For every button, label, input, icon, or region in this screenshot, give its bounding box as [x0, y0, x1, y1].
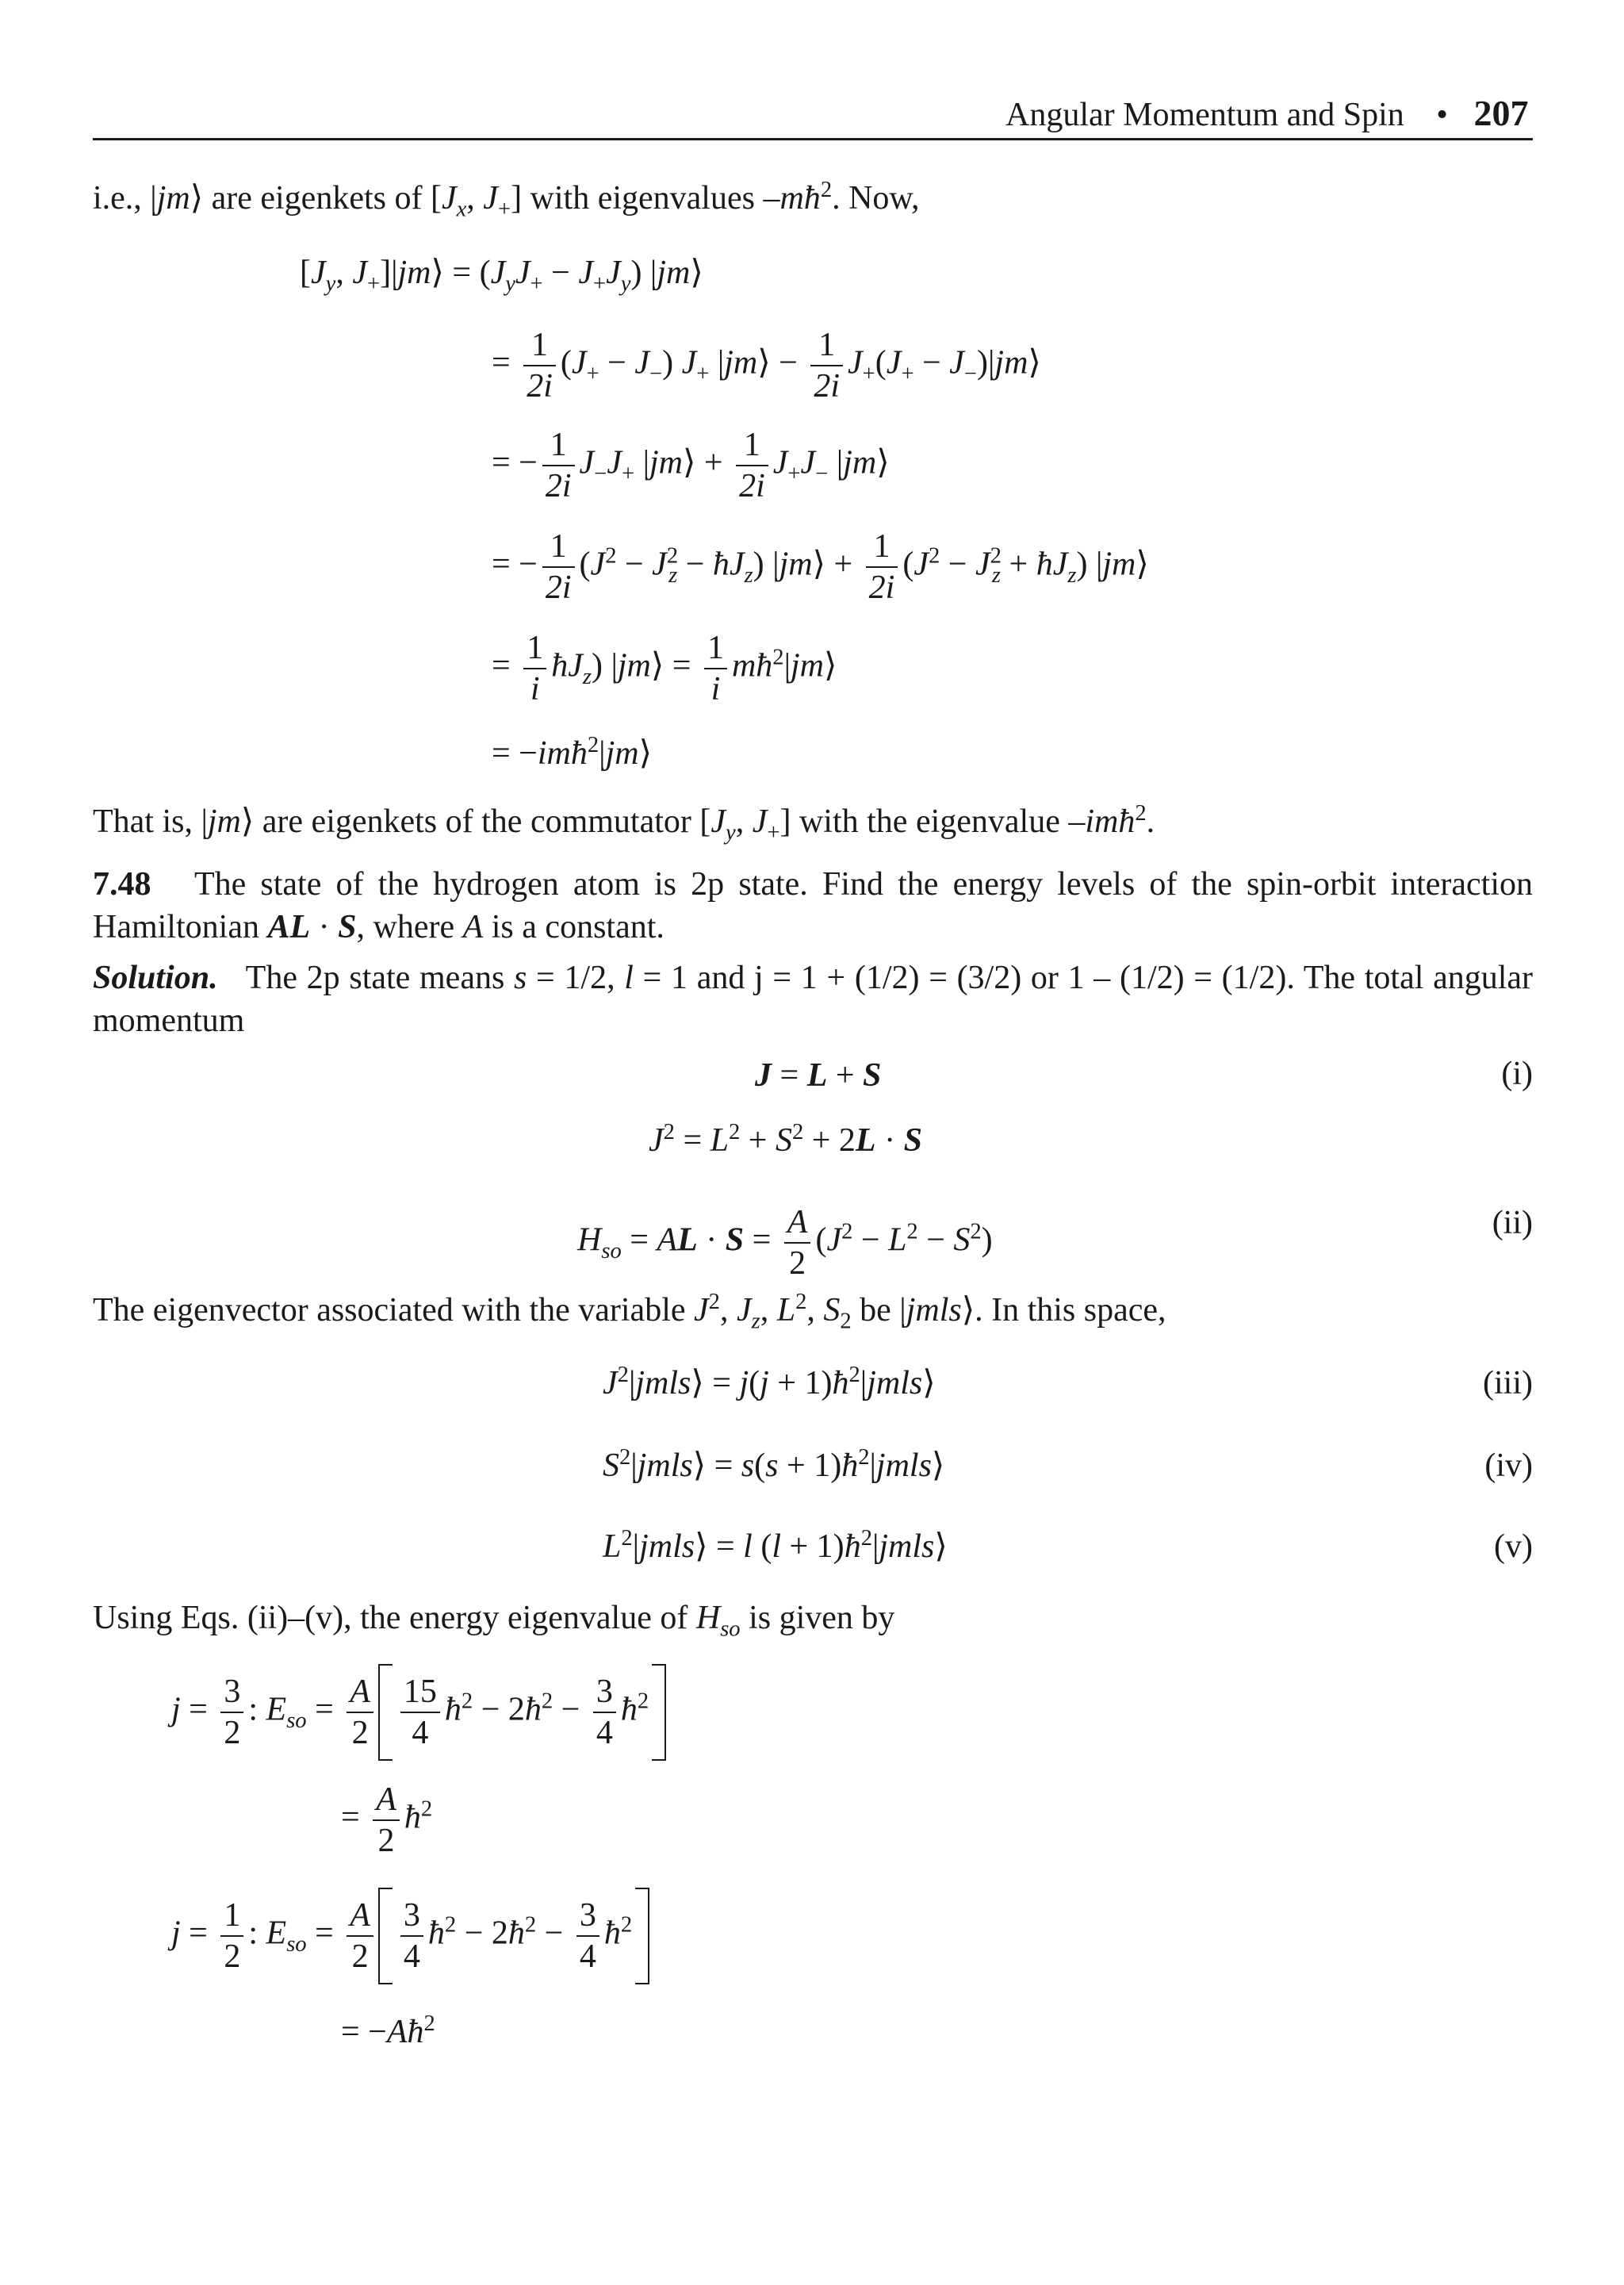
energy-j-three-halves-result: = $\frac{A}{2}$ $ħ^2$ — [341, 1781, 433, 1859]
fraction: $\frac{1}{i}$ — [704, 628, 727, 709]
equation-i: J = L + S — [755, 1057, 882, 1094]
equation-iv: $S^2|jmls⟩ = s(s$ + $1)ħ^2|jmls⟩$ — [603, 1445, 945, 1484]
equation-ii: $H_{so}$ = AL · S = $\frac{A}{2}$ $(J^2 - L^2 - S^2)$ — [577, 1204, 993, 1282]
fraction: $\frac{1}{i}$ — [523, 628, 546, 709]
fraction: $\frac{15}{4}$ — [400, 1672, 440, 1753]
equation-number-ii: (ii) — [1492, 1205, 1533, 1241]
equation-iii: $J^2|jmls⟩ = j(j$ + $1)ħ^2|jmls⟩$ — [603, 1363, 936, 1401]
solution-text: Solution. The 2p state means s = 1/2, l = 1 and j = 1 + (1/2) = (3/2) or 1 – (1/2) = (1/2). The total angular momentum — [93, 960, 1534, 1039]
equation-line-1: [$J_y$, $J_+]|jm⟩ = (J_yJ_+ - J_+J_y)$ |jm⟩ — [300, 255, 703, 297]
running-title: Angular Momentum and Spin — [1005, 97, 1404, 133]
equation-number-v: (v) — [1494, 1528, 1533, 1565]
problem-statement: 7.48 The state of the hydrogen atom is 2p state. Find the energy levels of the spin-orbit interaction Hamiltonian AL · S, where A is a constant. — [93, 866, 1534, 945]
equation-j-squared: $J^2 = L^2 + S^2 + 2L \cdot S$ — [649, 1120, 922, 1159]
running-header — [1005, 92, 1529, 134]
equation-number-iv: (iv) — [1484, 1447, 1533, 1484]
fraction: $\frac{A}{2}$ — [347, 1672, 373, 1753]
fraction: $\frac{A}{2}$ — [347, 1896, 373, 1976]
fraction: $\frac{1}{2i}$ — [523, 325, 556, 406]
conclusion-line: That is, |jm⟩ are eigenkets of the commutator [$J_y$, $J_+$] with the eigenvalue –imħ$^2$. — [93, 801, 1155, 845]
fraction: $\frac{3}{4}$ — [593, 1672, 616, 1753]
left-bracket — [378, 1888, 393, 1984]
fraction: $\frac{1}{2i}$ — [736, 425, 768, 506]
equation-line-3: = − $\frac{1}{2i}$ $J_-J_+$ |jm⟩ + $\frac{1}{2i}$ $J_+J_-$ |jm⟩ — [492, 427, 890, 504]
equation-line-2: = $\frac{1}{2i}$ $(J_+ - J_-)$ $J_+$ |jm⟩ − $\frac{1}{2i}$ $J_+(J_+$ − $J_-)|jm⟩$ — [492, 327, 1041, 404]
problem-number: 7.48 — [93, 866, 151, 903]
fraction: $\frac{1}{2i}$ — [542, 425, 575, 506]
fraction: $\frac{A}{2}$ — [784, 1202, 811, 1283]
energy-j-one-half-result: = $-Aħ^2$ — [341, 2011, 435, 2050]
left-bracket — [378, 1664, 393, 1761]
energy-j-one-half: j = $\frac{1}{2}$ : $E_{so}$ = $\frac{A}{2}$ $\frac{3}{4}$ $ħ^2$ − $2ħ^2$ − $\frac{3}{4}$ $ħ^2$ — [171, 1888, 649, 1984]
energy-j-three-halves: j = $\frac{3}{2}$ : $E_{so}$ = $\frac{A}{2}$ $\frac{15}{4}$ $ħ^2$ − $2ħ^2$ − $\frac{3}{4}$ $ħ^2$ — [171, 1664, 666, 1761]
solution-label: Solution. — [93, 960, 218, 996]
equation-v: $L^2|jmls⟩ = l$ $(l + 1)ħ^2|jmls⟩$ — [603, 1526, 948, 1565]
equation-line-4: = − $\frac{1}{2i}$ ($J^2 - J^2_z$ − $ħJ_z$) |jm⟩ + $\frac{1}{2i}$ ($J^2 - J^2_z$ + $ħJ_z$) |jm⟩ — [492, 528, 1149, 606]
fraction: $\frac{3}{4}$ — [400, 1896, 423, 1976]
fraction: $\frac{1}{2i}$ — [542, 527, 575, 608]
using-sentence: Using Eqs. (ii)–(v), the energy eigenvalue of $H_{so}$ is given by — [93, 1600, 895, 1642]
fraction: $\frac{1}{2}$ — [220, 1896, 243, 1976]
equation-number-iii: (iii) — [1483, 1365, 1533, 1401]
fraction: $\frac{3}{2}$ — [220, 1672, 243, 1753]
fraction: $\frac{3}{4}$ — [576, 1896, 599, 1976]
header-rule — [93, 138, 1533, 140]
equation-line-6: = −imħ$^2$|jm⟩ — [492, 733, 652, 772]
intro-line: i.e., |jm⟩ are eigenkets of [$J_x$, $J_+$] with eigenvalues $-mħ^2$. Now, — [93, 178, 920, 222]
eigenvector-sentence: The eigenvector associated with the variable $J^2$, $J_z$, $L^2$, $S_2$ be |jmls⟩. In this space, — [93, 1290, 1166, 1334]
right-bracket — [652, 1664, 666, 1761]
equation-number-i: (i) — [1501, 1056, 1533, 1092]
fraction: $\frac{1}{2i}$ — [810, 325, 843, 406]
equation-line-5: = $\frac{1}{i}$ $ħJ_z$) |jm⟩ = $\frac{1}{i}$ $mħ^2|jm⟩$ — [492, 630, 837, 707]
fraction: $\frac{A}{2}$ — [373, 1780, 400, 1861]
page-number: 207 — [1473, 93, 1529, 133]
header-bullet: • — [1436, 97, 1449, 133]
right-bracket — [635, 1888, 649, 1984]
fraction: $\frac{1}{2i}$ — [866, 527, 898, 608]
